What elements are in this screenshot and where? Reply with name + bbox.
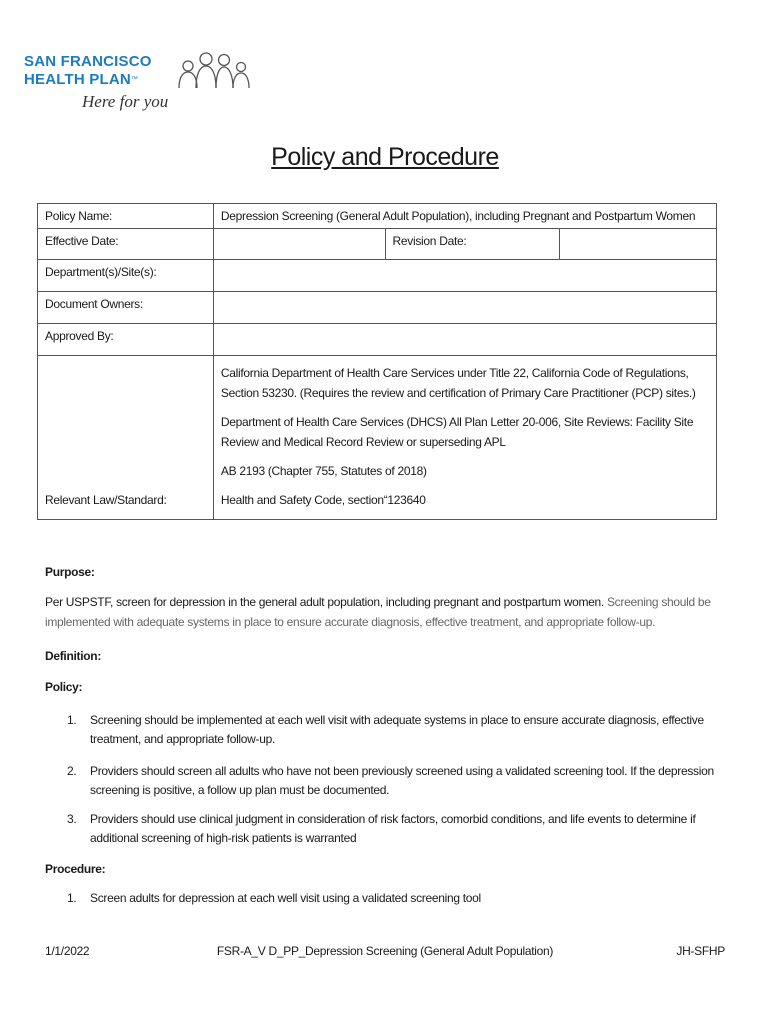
effective-date-value [213, 229, 385, 260]
logo [24, 50, 254, 120]
revision-date-label: Revision Date: [385, 229, 560, 260]
purpose-heading: Purpose: [45, 565, 95, 579]
list-item-text: Screening should be implemented at each well visit with adequate systems in place to ensure accurate diagnosis, effective treatment, and appropriate follow-up. [90, 713, 704, 746]
law-item: AB 2193 (Chapter 755, Statutes of 2018) [220, 464, 427, 478]
list-item-number: 1. [67, 891, 77, 905]
procedure-heading: Procedure: [45, 862, 106, 876]
footer-owner: JH-SFHP [676, 944, 725, 958]
logo-tagline: Here for you [82, 92, 169, 111]
trademark: ™ [130, 76, 139, 83]
list-item-number: 1. [67, 713, 77, 727]
document-owners-label: Document Owners: [38, 292, 214, 324]
effective-date-row [38, 229, 717, 260]
footer-document-id: FSR-A_V D_PP_Depression Screening (General Adult Population) [216, 944, 554, 958]
document-owners-value [213, 292, 716, 324]
procedure-section [45, 862, 725, 908]
logo-line1: SAN FRANCISCO [24, 53, 152, 70]
procedure-list [45, 889, 725, 908]
definition-section [45, 649, 725, 663]
footer-date: 1/1/2022 [45, 944, 90, 958]
policy-name-row [38, 204, 717, 229]
definition-heading: Definition: [45, 649, 102, 663]
family-icon [174, 50, 254, 90]
list-item-text: Providers should use clinical judgment in consideration of risk factors, comorbid conditions, and life events to determine if additional screening of high-risk patients is warranted [90, 812, 696, 845]
list-item-number: 3. [67, 812, 77, 826]
policy-name-value: Depression Screening (General Adult Population), including Pregnant and Postpartum Women [213, 204, 716, 229]
list-item [45, 889, 725, 908]
law-item: Department of Health Care Services (DHCS) All Plan Letter 20-006, Site Reviews: Facility Site Review and Medical Record Review or superseding APL [220, 415, 694, 449]
list-item [45, 762, 725, 800]
departments-row [38, 260, 717, 292]
approved-by-label: Approved By: [38, 324, 214, 356]
list-item-text: Providers should screen all adults who have not been previously screened using a validated screening tool. If the depression screening is positive, a follow up plan must be documented. [90, 764, 714, 797]
approved-by-value [213, 324, 716, 356]
policy-name-label: Policy Name: [38, 204, 214, 229]
revision-date-value [560, 229, 717, 260]
page-footer [0, 944, 770, 962]
purpose-section [45, 565, 725, 632]
list-item [45, 810, 725, 848]
policy-heading: Policy: [45, 680, 83, 694]
law-item: California Department of Health Care Services under Title 22, California Code of Regulations, Section 53230. (Requires the review and certification of Primary Care Practitioner (PCP) sites.) [220, 366, 696, 400]
effective-date-label: Effective Date: [38, 229, 214, 260]
document-owners-row [38, 292, 717, 324]
departments-value [213, 260, 716, 292]
purpose-text [45, 592, 725, 632]
list-item-text: Screen adults for depression at each well visit using a validated screening tool [90, 891, 481, 905]
relevant-law-label: Relevant Law/Standard: [38, 356, 214, 520]
relevant-law-list [213, 356, 716, 520]
departments-label: Department(s)/Site(s): [38, 260, 214, 292]
logo-line2 [24, 71, 138, 89]
list-item [45, 711, 725, 749]
law-item: Health and Safety Code, section“123640 [220, 493, 426, 507]
purpose-text-muted: Screening should be implemented with adequate systems in place to ensure accurate diagnosis, effective treatment, and appropriate follow-up. [45, 595, 711, 629]
policy-list [45, 711, 725, 848]
relevant-law-row [38, 356, 717, 520]
list-item-number: 2. [67, 764, 77, 778]
purpose-text-main: Per USPSTF, screen for depression in the general adult population, including pregnant and postpartum women. [45, 595, 604, 609]
approved-by-row [38, 324, 717, 356]
page-title: Policy and Procedure [271, 143, 499, 171]
policy-section [45, 680, 725, 848]
policy-info-table [37, 203, 717, 520]
logo-line2-text: HEALTH PLAN [24, 71, 131, 88]
